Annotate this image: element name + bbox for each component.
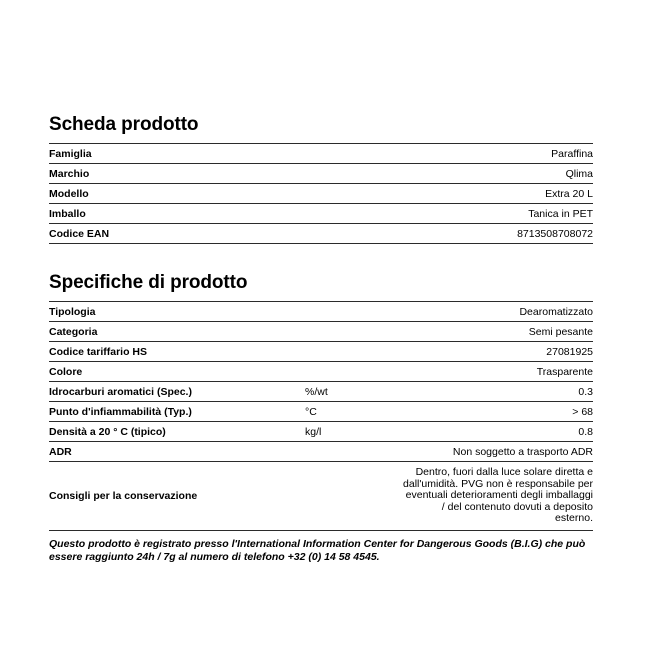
row-value: Trasparente xyxy=(401,362,593,382)
row-value: 8713508708072 xyxy=(401,224,593,244)
row-label: ADR xyxy=(49,442,305,462)
row-value: Extra 20 L xyxy=(401,184,593,204)
row-label: Codice tariffario HS xyxy=(49,342,305,362)
table-row xyxy=(49,224,593,244)
row-unit xyxy=(305,342,401,362)
row-label: Idrocarburi aromatici (Spec.) xyxy=(49,382,305,402)
table-row xyxy=(49,402,593,422)
row-unit xyxy=(305,224,401,244)
row-label: Tipologia xyxy=(49,302,305,322)
row-label: Modello xyxy=(49,184,305,204)
table-specifiche-di-prodotto xyxy=(49,301,593,531)
row-unit xyxy=(305,204,401,224)
section-scheda-prodotto xyxy=(49,114,593,244)
row-value: 0.3 xyxy=(401,382,593,402)
row-label: Imballo xyxy=(49,204,305,224)
row-unit xyxy=(305,322,401,342)
row-value: Semi pesante xyxy=(401,322,593,342)
table-scheda-prodotto xyxy=(49,143,593,244)
section-specifiche-di-prodotto xyxy=(49,272,593,531)
row-label: Colore xyxy=(49,362,305,382)
section-title-scheda-prodotto: Scheda prodotto xyxy=(49,114,199,135)
row-unit: kg/l xyxy=(305,422,401,442)
row-label: Marchio xyxy=(49,164,305,184)
row-value: > 68 xyxy=(401,402,593,422)
row-value: Tanica in PET xyxy=(401,204,593,224)
row-value: 0.8 xyxy=(401,422,593,442)
row-label: Densità a 20 ° C (tipico) xyxy=(49,422,305,442)
table-row xyxy=(49,302,593,322)
row-label: Categoria xyxy=(49,322,305,342)
table-row xyxy=(49,462,593,531)
table-row xyxy=(49,204,593,224)
row-unit xyxy=(305,442,401,462)
row-label: Famiglia xyxy=(49,144,305,164)
table-row xyxy=(49,164,593,184)
row-label: Consigli per la conservazione xyxy=(49,462,305,531)
datasheet-content xyxy=(49,114,593,564)
row-unit: °C xyxy=(305,402,401,422)
row-unit: %/wt xyxy=(305,382,401,402)
table-row xyxy=(49,422,593,442)
row-unit xyxy=(305,144,401,164)
table-row xyxy=(49,442,593,462)
row-value: Dentro, fuori dalla luce solare diretta e dall'umidità. PVG non è responsabile per eventuali deterioramenti degli imballaggi / del contenuto dovuti a deposito esterno. xyxy=(401,462,593,531)
row-unit xyxy=(305,164,401,184)
row-unit xyxy=(305,462,401,531)
table-row xyxy=(49,362,593,382)
table-row xyxy=(49,144,593,164)
row-unit xyxy=(305,362,401,382)
row-label: Codice EAN xyxy=(49,224,305,244)
row-value: Dearomatizzato xyxy=(401,302,593,322)
row-value: Paraffina xyxy=(401,144,593,164)
section-title-specifiche-di-prodotto: Specifiche di prodotto xyxy=(49,272,248,293)
table-row xyxy=(49,184,593,204)
table-row xyxy=(49,322,593,342)
row-value: Non soggetto a trasporto ADR xyxy=(401,442,593,462)
row-unit xyxy=(305,184,401,204)
table-row xyxy=(49,342,593,362)
registration-footnote: Questo prodotto è registrato presso l'International Information Center for Dangerous Goods (B.I.G) che può essere raggiunto 24h / 7g al numero di telefono +32 (0) 14 58 4545. xyxy=(49,537,586,563)
row-value: 27081925 xyxy=(401,342,593,362)
row-label: Punto d'infiammabilità (Typ.) xyxy=(49,402,305,422)
row-value: Qlima xyxy=(401,164,593,184)
row-unit xyxy=(305,302,401,322)
table-row xyxy=(49,382,593,402)
